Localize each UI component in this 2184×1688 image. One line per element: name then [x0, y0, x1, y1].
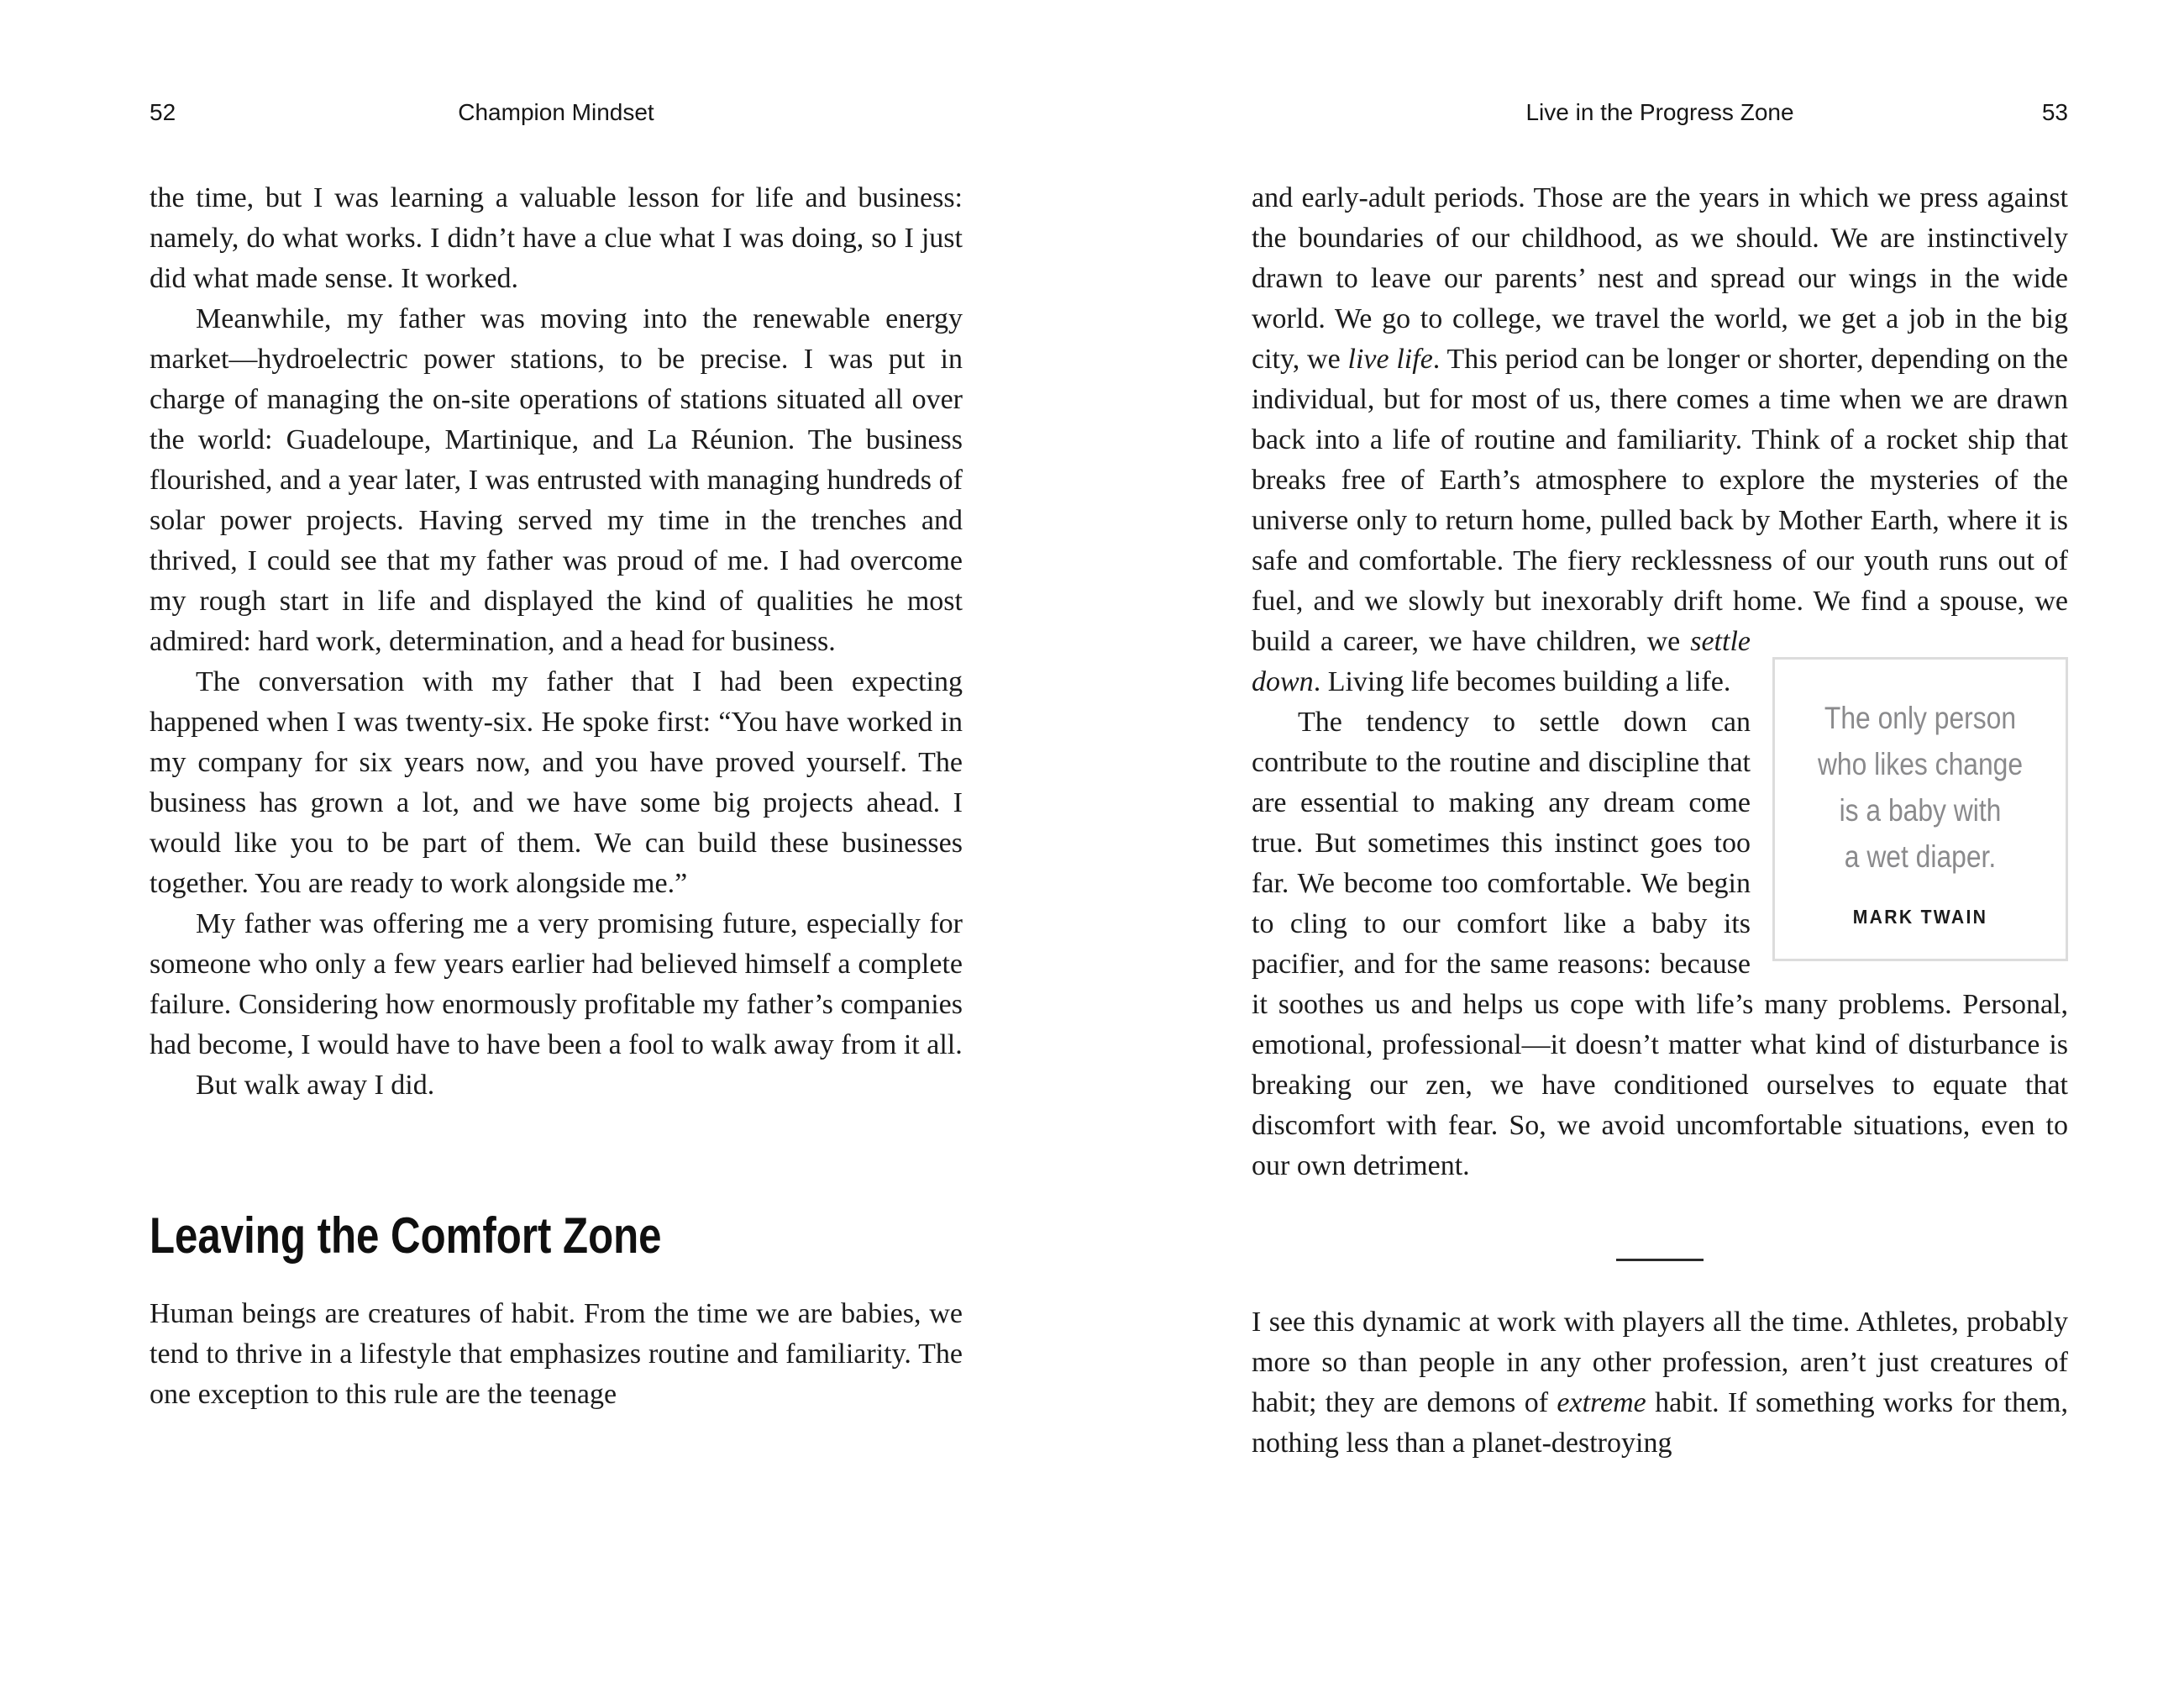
section-heading: Leaving the Comfort Zone [150, 1207, 662, 1264]
paragraph: and early-adult periods. Those are the years in which we press against the boundaries of our childhood, as we should. We are instinctively drawn to leave our parents’ nest and spread our wings in the wide world. We go to college, we travel the world, we get a job in the big city, we live life. This period can be longer or shorter, depending on the individual, but for most of us, there comes a time when we are drawn back into a life of routine and familiarity. Think of a rocket ship that breaks free of Earth’s atmosphere to explore the mysteries of the universe only to return home, pulled back by Mother Earth, where it is safe and comfortable. The fiery recklessness of our youth runs out of fuel, and we slowly but inexorably drift home. We find a The only person who likes change is a baby with a wet diaper. MARK TWAIN spouse, we build a career, we have children, we settle down. Living life becomes building a life. [1252, 178, 2068, 702]
paragraph: I see this dynamic at work with players all the time. Athletes, probably more so than people in any other profession, aren’t just creatures of habit; they are demons of extreme habit. If something works for them, nothing less than a planet-destroying [1252, 1307, 2069, 1459]
paragraph: But walk away I did. [196, 1070, 435, 1101]
paragraph: the time, but I was learning a valuable lesson for life and business: namely, do what works. I didn’t have a clue what I was doing, so I just did what made sense. It worked. [150, 182, 963, 294]
paragraph: The tendency to settle down can contribute to the routine and discipline that are essential to making any dream come true. But sometimes this instinct goes too far. We become too comfortable. We begin to cling to our comfort like a baby its pacifier, and for the same reasons: because it soothes us and helps us cope with life’s many problems. Personal, emotional, professional—it doesn’t matter what kind of disturbance is breaking our zen, we have conditioned ourselves to equate that discomfort with fear. So, we avoid uncomfortable situations, even to our own detriment. [1252, 707, 2068, 1181]
running-head-left: Champion Mindset [458, 99, 654, 125]
paragraph: Human beings are creatures of habit. From the time we are babies, we tend to thrive in a lifestyle that emphasizes routine and familiarity. The one exception to this rule are the teenage [150, 1298, 963, 1410]
pull-quote-line: is a baby with [1839, 793, 2002, 828]
pull-quote-line: The only person [1824, 701, 2017, 735]
paragraph: My father was offering me a very promising future, especially for someone who only a few years earlier had believed himself a complete failure. Considering how enormously profitable my father’s companies had become, I would have to have been a fool to walk away from it all. [150, 908, 963, 1060]
paragraph: Meanwhile, my father was moving into the renewable energy market—hydroelectric power stations, to be precise. I was put in charge of managing the on-site operations of stations situated all over the world: Guadeloupe, Martinique, and La Réunion. The business flourished, and a year later, I was entrusted with managing hundreds of solar power projects. Having served my time in the trenches and thrived, I could see that my father was proud of me. I had overcome my rough start in life and displayed the kind of qualities he most admired: hard work, determination, and a head for business. [150, 303, 963, 657]
running-head-right: Live in the Progress Zone [1525, 99, 1794, 125]
pull-quote [1772, 657, 2068, 961]
pull-quote-line: who likes change [1817, 747, 2024, 781]
paragraph: The conversation with my father that I had been expecting happened when I was twenty-six. He spoke first: “You have worked in my company for six years now, and you have proved yourself. The business has grown a lot, and we have some big projects ahead. I would like you to be part of them. We can build these businesses together. You are ready to work alongside me.” [150, 666, 963, 899]
pull-quote-text [1801, 695, 2040, 880]
right-page-body [1252, 178, 2068, 1464]
page-number-left: 52 [150, 99, 176, 125]
left-page-body [150, 178, 963, 1415]
pull-quote-line: a wet diaper. [1844, 839, 1997, 874]
pull-quote-attribution: MARK TWAIN [1852, 906, 1988, 928]
section-divider [1616, 1259, 1704, 1261]
page-number-right: 53 [2041, 99, 2068, 125]
